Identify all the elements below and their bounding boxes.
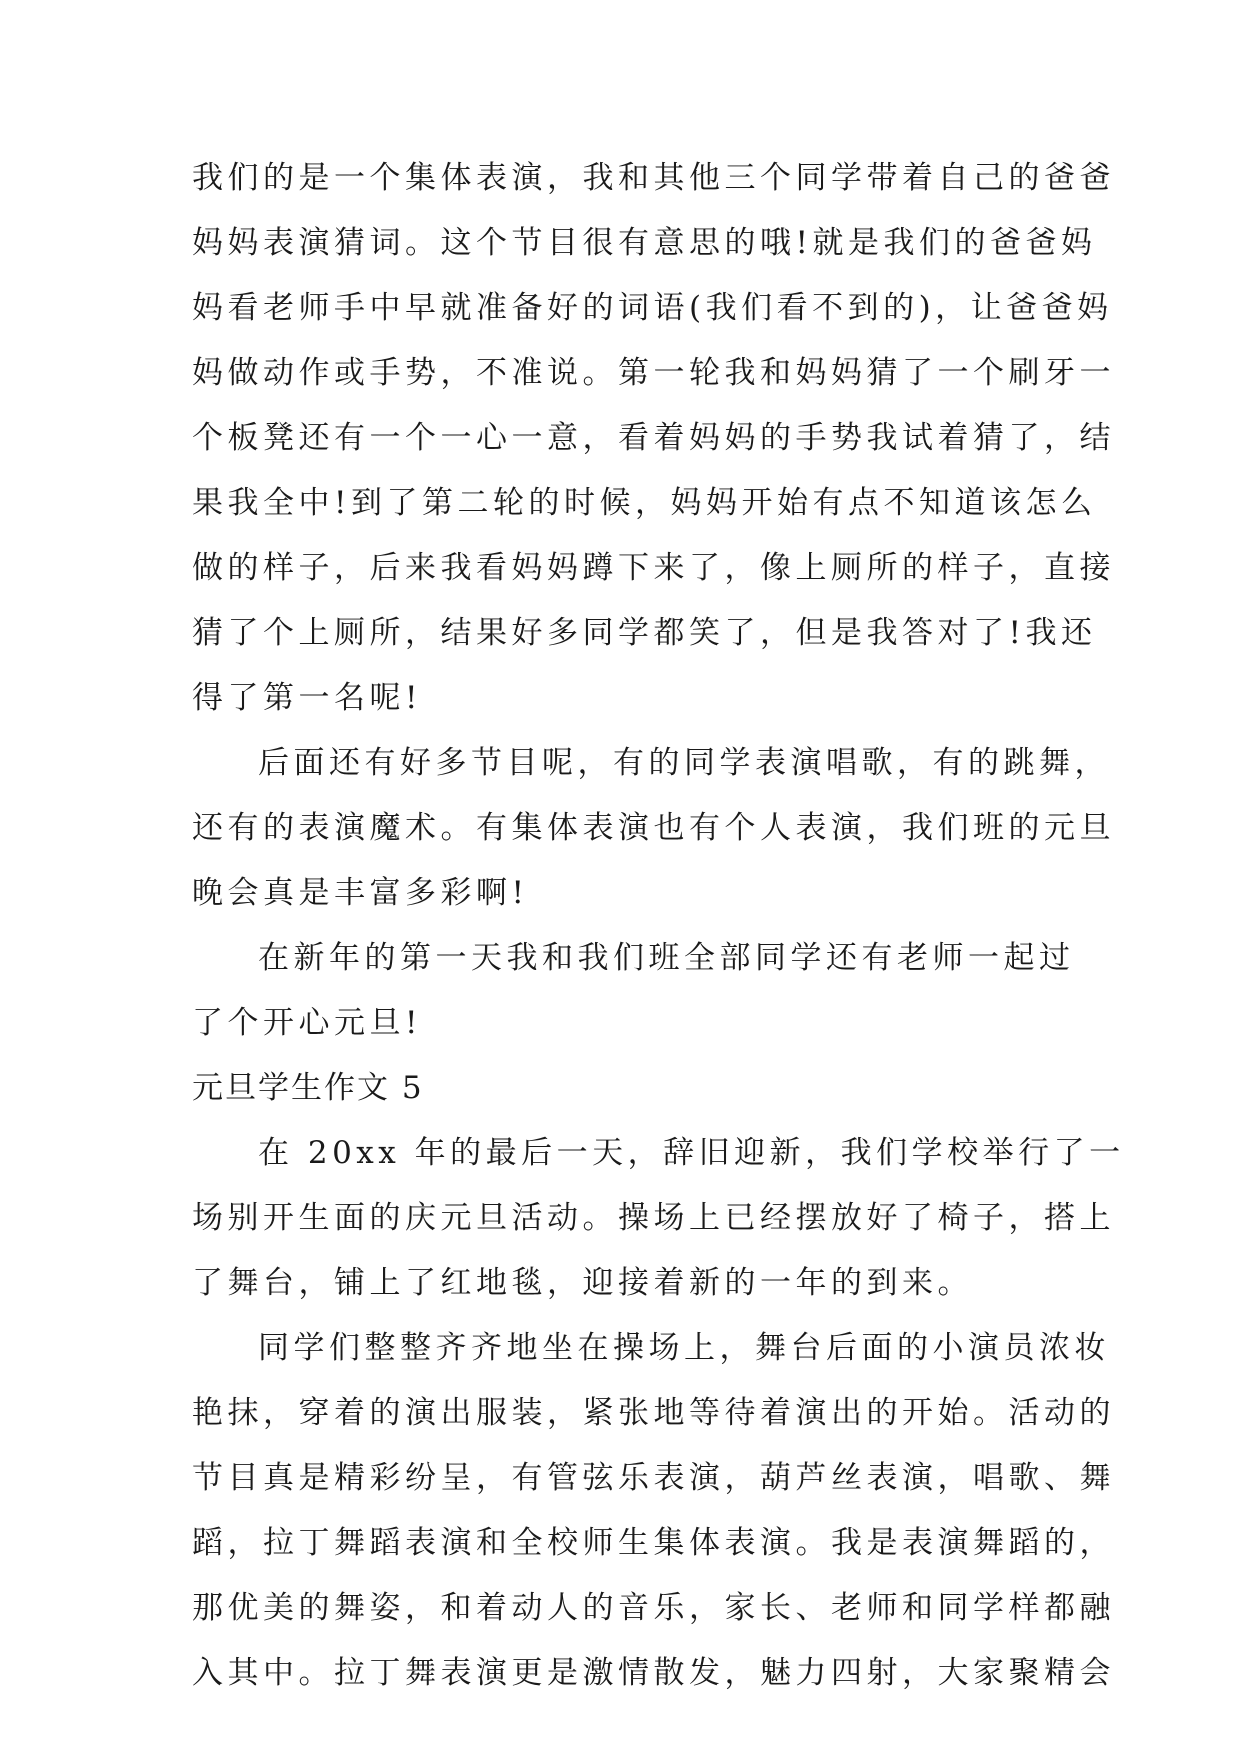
- text-line: 晚会真是丰富多彩啊!: [192, 875, 529, 911]
- text-line: 妈看老师手中早就准备好的词语(我们看不到的)，让爸爸妈: [192, 290, 1113, 326]
- text-line: 妈做动作或手势，不准说。第一轮我和妈妈猜了一个刷牙一: [192, 355, 1115, 391]
- text-line: 个板凳还有一个一心一意，看着妈妈的手势我试着猜了，结: [192, 420, 1115, 456]
- text-line: 我们的是一个集体表演，我和其他三个同学带着自己的爸爸: [192, 160, 1115, 196]
- text-line: 那优美的舞姿，和着动人的音乐，家长、老师和同学样都融: [192, 1590, 1115, 1626]
- text-line: 同学们整整齐齐地坐在操场上，舞台后面的小演员浓妆: [258, 1330, 1110, 1366]
- text-line: 妈妈表演猜词。这个节目很有意思的哦!就是我们的爸爸妈: [192, 225, 1097, 261]
- paragraph: [192, 926, 1075, 1056]
- text-line: 了个开心元旦!: [192, 1005, 422, 1041]
- heading-text: 元旦学生作文 5: [192, 1070, 424, 1106]
- text-line: 场别开生面的庆元旦活动。操场上已经摆放好了椅子，搭上: [192, 1200, 1115, 1236]
- text-line: 猜了个上厕所，结果好多同学都笑了，但是我答对了!我还: [192, 615, 1097, 651]
- text-line: 果我全中!到了第二轮的时候，妈妈开始有点不知道该怎么: [192, 485, 1097, 521]
- text-line: 入其中。拉丁舞表演更是激情散发，魅力四射，大家聚精会: [192, 1655, 1115, 1691]
- text-line: 蹈，拉丁舞蹈表演和全校师生集体表演。我是表演舞蹈的，: [192, 1525, 1115, 1561]
- paragraph: [192, 1316, 1115, 1706]
- paragraph: [192, 1121, 1125, 1316]
- text-line: 做的样子，后来我看妈妈蹲下来了，像上厕所的样子，直接: [192, 550, 1115, 586]
- text-line: 后面还有好多节目呢，有的同学表演唱歌，有的跳舞，: [258, 745, 1110, 781]
- text-line: 还有的表演魔术。有集体表演也有个人表演，我们班的元旦: [192, 810, 1115, 846]
- text-line: 在 20xx 年的最后一天，辞旧迎新，我们学校举行了一: [258, 1135, 1125, 1171]
- text-line: 艳抹，穿着的演出服装，紧张地等待着演出的开始。活动的: [192, 1395, 1115, 1431]
- section-heading: [192, 1056, 1054, 1121]
- document-body: [192, 146, 1125, 1706]
- text-line: 了舞台，铺上了红地毯，迎接着新的一年的到来。: [192, 1265, 973, 1301]
- paragraph: [192, 731, 1115, 926]
- text-line: 在新年的第一天我和我们班全部同学还有老师一起过: [258, 940, 1075, 976]
- text-line: 节目真是精彩纷呈，有管弦乐表演，葫芦丝表演，唱歌、舞: [192, 1460, 1115, 1496]
- paragraph: [192, 146, 1115, 731]
- text-line: 得了第一名呢!: [192, 680, 422, 716]
